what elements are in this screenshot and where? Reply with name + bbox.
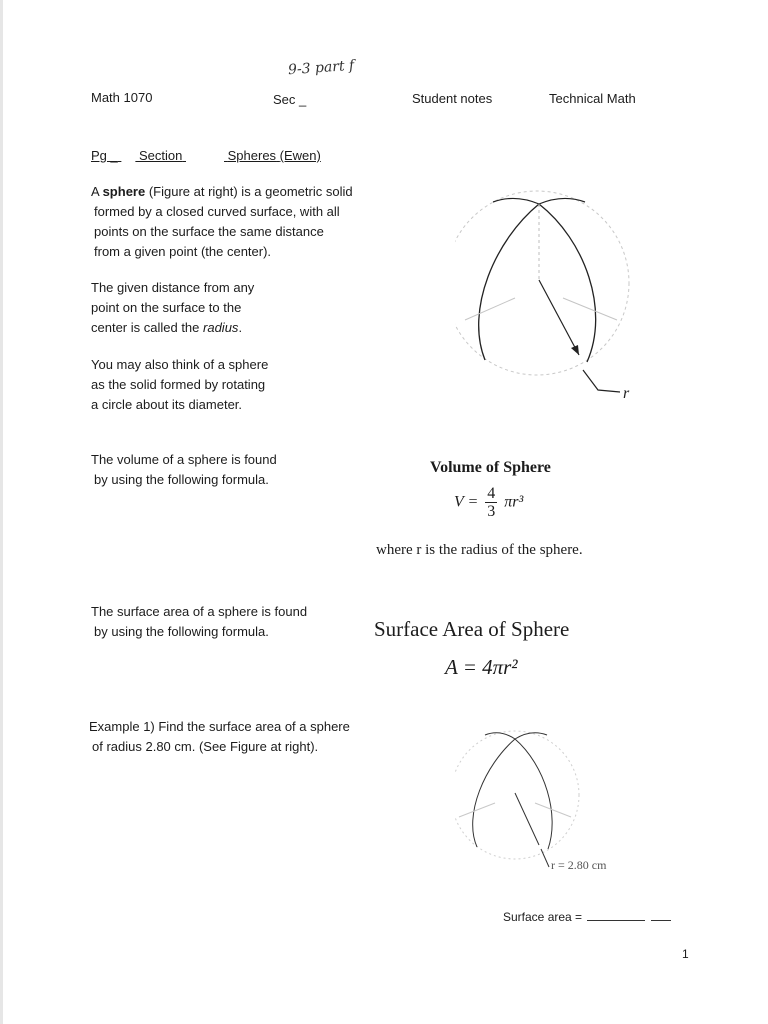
handwritten-note: 9-3 part f (287, 57, 355, 79)
label-leader (583, 370, 620, 392)
example-prompt (89, 717, 350, 757)
definition-line: A sphere (Figure at right) is a geometric solid (91, 184, 353, 199)
radius-paragraph (91, 278, 254, 338)
surface-area-answer (503, 907, 671, 927)
equator-right (563, 298, 617, 320)
page-label: Pg _ (91, 148, 118, 163)
radius-line: center is called the radius. (91, 320, 243, 335)
surface-intro (91, 602, 307, 642)
volume-lhs: V = (454, 493, 479, 511)
definition-line: points on the surface the same distance (94, 224, 324, 239)
volume-fraction (485, 485, 497, 520)
radius-value-label: r = 2.80 cm (551, 858, 607, 872)
radius-line: point on the surface to the (91, 300, 242, 315)
sphere-figure (455, 180, 655, 410)
author: (Ewen) (279, 148, 321, 163)
volume-intro-line: The volume of a sphere is found (91, 452, 277, 467)
radius-line: The given distance from any (91, 280, 255, 295)
volume-formula (454, 485, 523, 520)
equator-right (535, 803, 571, 817)
definition-line: from a given point (the center). (94, 244, 272, 259)
subject: Technical Math (549, 91, 636, 106)
volume-rhs: πr³ (504, 493, 524, 511)
example-sphere-figure (455, 725, 635, 880)
rotation-line: a circle about its diameter. (91, 397, 243, 412)
answer-blank-unit[interactable] (651, 909, 671, 921)
volume-note: where r is the radius of the sphere. (376, 542, 583, 558)
radius-label: r (623, 385, 630, 402)
volume-intro-line: by using the following formula. (94, 472, 269, 487)
sphere-definition (91, 182, 353, 262)
page-number: 1 (682, 947, 689, 961)
surface-intro-line: by using the following formula. (94, 624, 269, 639)
fraction-numerator: 4 (487, 485, 496, 502)
topic: Spheres (227, 148, 277, 163)
meridian-right (539, 204, 596, 362)
answer-blank-value[interactable] (587, 909, 645, 921)
rotation-paragraph (91, 355, 268, 415)
section-word: Section (139, 148, 183, 163)
meridian-left (479, 204, 539, 360)
radius-arrowhead (571, 345, 579, 355)
radius-line (539, 280, 579, 355)
volume-title: Volume of Sphere (430, 459, 551, 476)
meridian-left (473, 739, 515, 847)
equator-left (459, 803, 495, 817)
rotation-line: You may also think of a sphere (91, 357, 269, 372)
arc-top-right (515, 733, 547, 739)
arc-top-left (493, 198, 539, 204)
rotation-line: as the solid formed by rotating (91, 377, 266, 392)
course-title: Math 1070 (91, 90, 153, 105)
surface-title: Surface Area of Sphere (374, 617, 570, 641)
label-leader (541, 849, 549, 867)
doc-type: Student notes (412, 91, 493, 106)
surface-intro-line: The surface area of a sphere is found (91, 604, 308, 619)
equator-left (465, 298, 515, 320)
radius-line (515, 793, 539, 845)
surface-formula: A = 4πr² (445, 655, 518, 679)
section-heading (91, 146, 321, 166)
example-line: of radius 2.80 cm. (See Figure at right). (92, 739, 319, 754)
bold-term: sphere (102, 184, 146, 199)
page-edge (0, 0, 3, 1024)
fraction-denominator: 3 (487, 503, 496, 520)
example-line: Example 1) Find the surface area of a sphere (89, 719, 350, 734)
section-label: Sec _ (273, 92, 307, 107)
definition-line: formed by a closed curved surface, with all (94, 204, 340, 219)
sphere-outline (455, 731, 579, 859)
answer-label: Surface area = (503, 910, 583, 924)
volume-intro (91, 450, 277, 490)
